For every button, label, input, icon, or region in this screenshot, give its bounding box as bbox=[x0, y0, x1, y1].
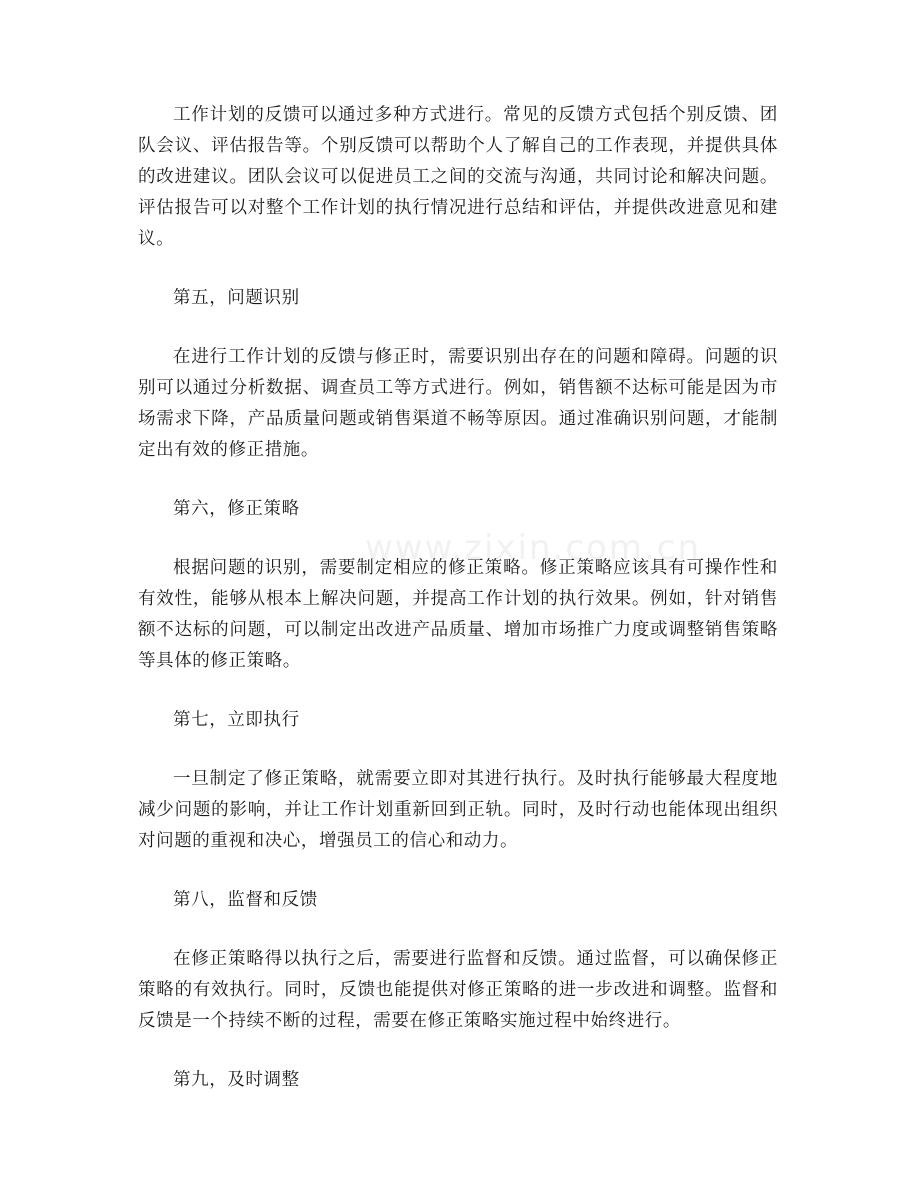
paragraph-feedback-methods: 工作计划的反馈可以通过多种方式进行。常见的反馈方式包括个别反馈、团队会议、评估报告等。个别反馈可以帮助个人了解自己的工作表现，并提供具体的改进建议。团队会议可以促进员工之间的交流与沟通，共同讨论和解决问题。评估报告可以对整个工作计划的执行情况进行总结和评估，并提供改进意见和建议。 bbox=[138, 105, 778, 249]
section-heading-8: 第八，监督和反馈 bbox=[173, 890, 318, 910]
paragraph-problem-identification: 在进行工作计划的反馈与修正时，需要识别出存在的问题和障碍。问题的识别可以通过分析数据、调查员工等方式进行。例如，销售额不达标可能是因为市场需求下降，产品质量问题或销售渠道不畅等原因。通过准确识别问题，才能制定出有效的修正措施。 bbox=[138, 347, 778, 460]
section-heading-7: 第七，立即执行 bbox=[173, 710, 300, 730]
document-body bbox=[138, 100, 778, 1124]
paragraph-immediate-execution: 一旦制定了修正策略，就需要立即对其进行执行。及时执行能够最大程度地减少问题的影响，并让工作计划重新回到正轨。同时，及时行动也能体现出组织对问题的重视和决心，增强员工的信心和动力。 bbox=[138, 769, 778, 851]
section-heading-5: 第五，问题识别 bbox=[173, 288, 300, 308]
paragraph-supervision-feedback: 在修正策略得以执行之后，需要进行监督和反馈。通过监督，可以确保修正策略的有效执行。同时，反馈也能提供对修正策略的进一步改进和调整。监督和反馈是一个持续不断的过程，需要在修正策略实施过程中始终进行。 bbox=[138, 949, 778, 1031]
paragraph-correction-strategy: 根据问题的识别，需要制定相应的修正策略。修正策略应该具有可操作性和有效性，能够从根本上解决问题，并提高工作计划的执行效果。例如，针对销售额不达标的问题，可以制定出改进产品质量、增加市场推广力度或调整销售策略等具体的修正策略。 bbox=[138, 558, 778, 671]
watermark: www.zixin.com.cn bbox=[365, 528, 701, 568]
section-heading-6: 第六，修正策略 bbox=[173, 499, 300, 519]
section-heading-9: 第九，及时调整 bbox=[173, 1070, 300, 1090]
